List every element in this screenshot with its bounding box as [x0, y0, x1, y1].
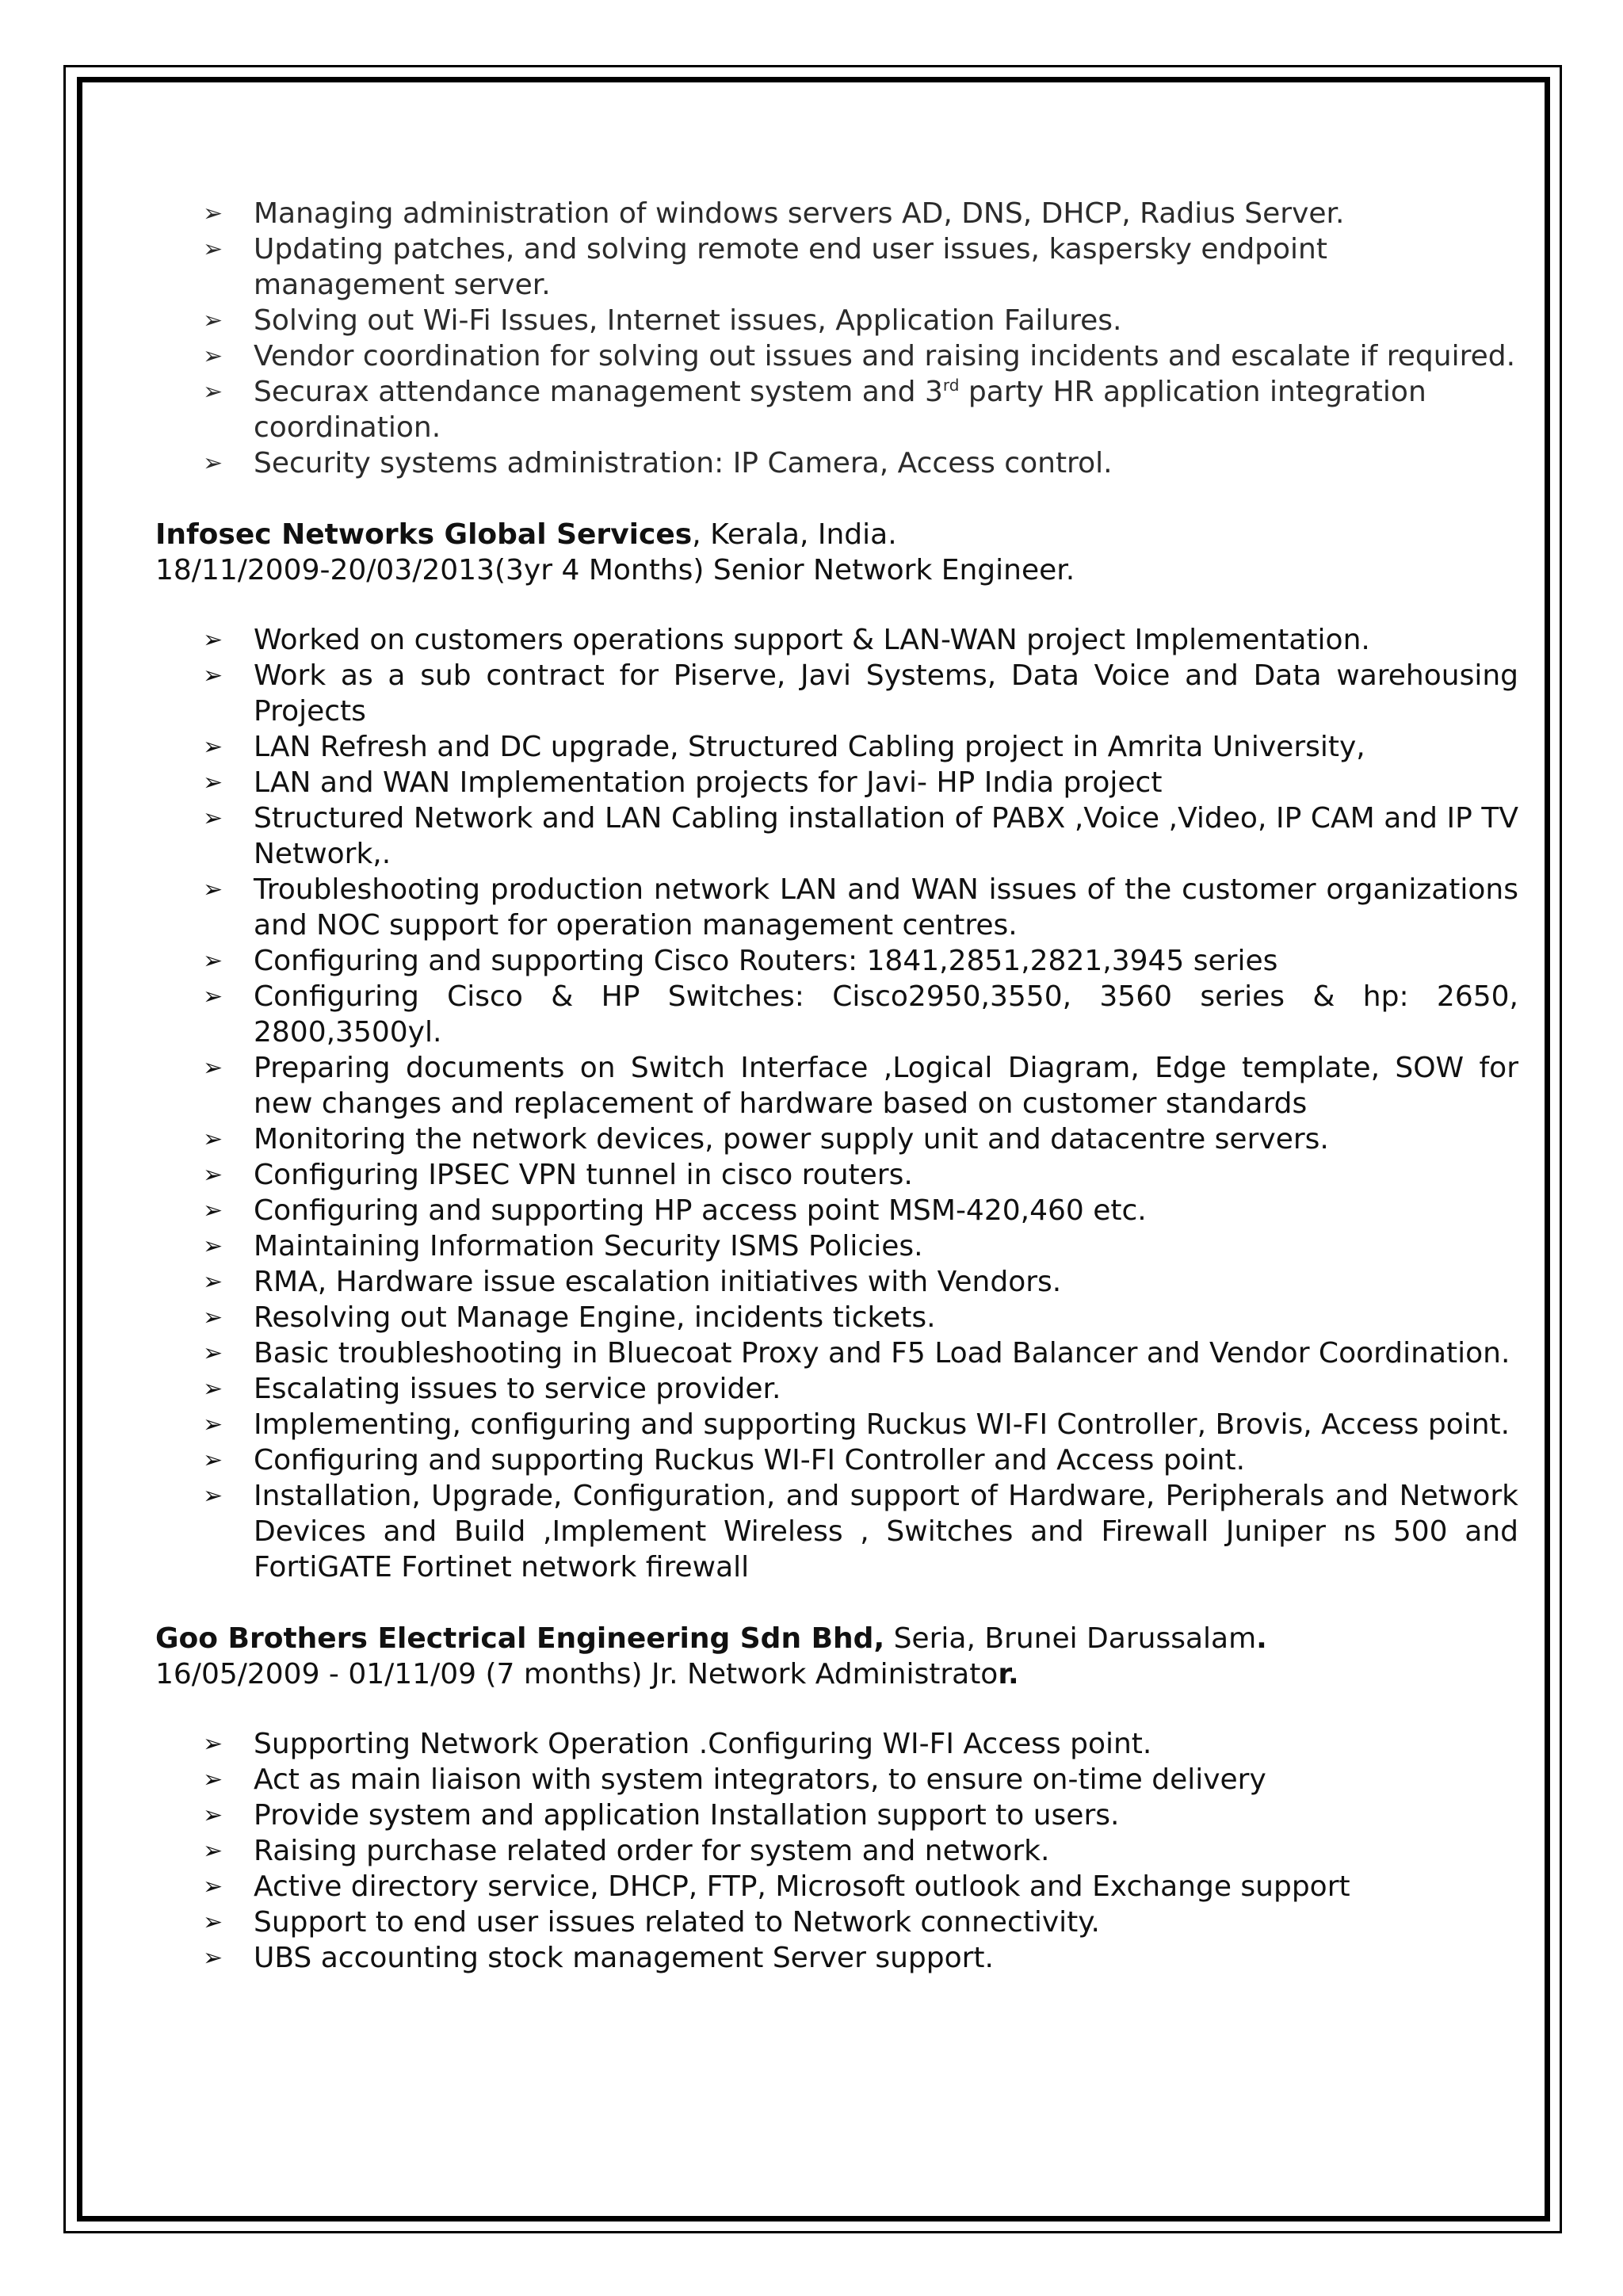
- arrow-bullet-icon: ➢: [203, 378, 223, 406]
- list-item: ➢ UBS accounting stock management Server support.: [203, 1942, 994, 1974]
- arrow-bullet-icon: ➢: [203, 1161, 223, 1189]
- arrow-bullet-icon: ➢: [203, 1873, 223, 1901]
- list-item: ➢ Resolving out Manage Engine, incidents tickets.: [203, 1301, 936, 1334]
- list-item: ➢ Solving out Wi-Fi Issues, Internet issues, Application Failures.: [203, 304, 1122, 337]
- arrow-bullet-icon: ➢: [203, 1446, 223, 1474]
- arrow-bullet-icon: ➢: [203, 1482, 223, 1510]
- arrow-bullet-icon: ➢: [203, 200, 223, 227]
- arrow-bullet-icon: ➢: [203, 1197, 223, 1224]
- duties-list-section1: [155, 196, 1518, 481]
- list-item: ➢ Act as main liaison with system integrators, to ensure on-time delivery: [203, 1763, 1266, 1796]
- arrow-bullet-icon: ➢: [203, 1304, 223, 1331]
- list-item: ➢ Structured Network and LAN Cabling installation of PABX ,Voice ,Video, IP CAM and IP TV Network,.: [203, 802, 1518, 870]
- resume-content: [155, 196, 1518, 1976]
- list-item: ➢ LAN and WAN Implementation projects for Javi- HP India project: [203, 766, 1163, 799]
- list-item: ➢ Installation, Upgrade, Configuration, and support of Hardware, Peripherals and Network Devices and Build ,Implement Wireless , Switches and Firewall Juniper ns 500 and FortiGATE Fortinet network firewall: [203, 1480, 1518, 1584]
- arrow-bullet-icon: ➢: [203, 1411, 223, 1438]
- arrow-bullet-icon: ➢: [203, 307, 223, 334]
- list-item: ➢ Security systems administration: IP Camera, Access control.: [203, 447, 1113, 479]
- arrow-bullet-icon: ➢: [203, 342, 223, 370]
- duties-list-goo: [155, 1726, 1518, 1976]
- arrow-bullet-icon: ➢: [203, 1944, 223, 1972]
- arrow-bullet-icon: ➢: [203, 876, 223, 904]
- list-item: ➢ Configuring and supporting Ruckus WI-FI Controller and Access point.: [203, 1444, 1246, 1477]
- list-item: ➢ Configuring Cisco & HP Switches: Cisco2950,3550, 3560 series & hp: 2650, 2800,3500yl.: [203, 980, 1518, 1049]
- list-item: ➢ Work as a sub contract for Piserve, Javi Systems, Data Voice and Data warehousing Projects: [203, 659, 1518, 728]
- list-item: ➢ Support to end user issues related to Network connectivity.: [203, 1906, 1100, 1939]
- company-name: Goo Brothers Electrical Engineering Sdn Bhd,: [155, 1622, 885, 1655]
- list-item: ➢ Active directory service, DHCP, FTP, Microsoft outlook and Exchange support: [203, 1870, 1350, 1903]
- arrow-bullet-icon: ➢: [203, 1375, 223, 1403]
- arrow-bullet-icon: ➢: [203, 626, 223, 654]
- arrow-bullet-icon: ➢: [203, 1730, 223, 1758]
- arrow-bullet-icon: ➢: [203, 769, 223, 797]
- job-dates-role: 18/11/2009-20/03/2013(3yr 4 Months) Senior Network Engineer.: [155, 554, 1075, 586]
- arrow-bullet-icon: ➢: [203, 804, 223, 832]
- list-item: ➢ Raising purchase related order for system and network.: [203, 1835, 1050, 1867]
- arrow-bullet-icon: ➢: [203, 1908, 223, 1936]
- list-item: ➢ Configuring IPSEC VPN tunnel in cisco routers.: [203, 1159, 913, 1191]
- list-item: ➢ Maintaining Information Security ISMS Policies.: [203, 1230, 923, 1263]
- company-heading-infosec: [155, 517, 1518, 552]
- arrow-bullet-icon: ➢: [203, 983, 223, 1010]
- list-item: ➢ Basic troubleshooting in Bluecoat Proxy and F5 Load Balancer and Vendor Coordination.: [203, 1337, 1510, 1370]
- list-item: [155, 374, 1518, 445]
- list-item: ➢ Escalating issues to service provider.: [203, 1373, 781, 1405]
- list-item: ➢ Worked on customers operations support & LAN-WAN project Implementation.: [203, 624, 1370, 656]
- arrow-bullet-icon: ➢: [203, 1268, 223, 1296]
- list-item: ➢ Preparing documents on Switch Interface ,Logical Diagram, Edge template, SOW for new changes and replacement of hardware based on customer standards: [203, 1052, 1518, 1120]
- arrow-bullet-icon: ➢: [203, 733, 223, 761]
- list-item: ➢ RMA, Hardware issue escalation initiatives with Vendors.: [203, 1266, 1062, 1298]
- list-item: ➢ Updating patches, and solving remote end user issues, kaspersky endpoint management server.: [203, 233, 1327, 301]
- list-item: ➢ Troubleshooting production network LAN and WAN issues of the customer organizations and NOC support for operation management centres.: [203, 873, 1518, 942]
- list-item: ➢ Configuring and supporting HP access point MSM-420,460 etc.: [203, 1194, 1147, 1227]
- company-name: Infosec Networks Global Services: [155, 518, 693, 551]
- list-item: ➢ LAN Refresh and DC upgrade, Structured Cabling project in Amrita University,: [203, 731, 1365, 763]
- arrow-bullet-icon: ➢: [203, 1232, 223, 1260]
- arrow-bullet-icon: ➢: [203, 235, 223, 263]
- arrow-bullet-icon: ➢: [203, 1125, 223, 1153]
- list-item: ➢ Configuring and supporting Cisco Routers: 1841,2851,2821,3945 series: [203, 945, 1278, 977]
- list-item: ➢ Monitoring the network devices, power supply unit and datacentre servers.: [203, 1123, 1329, 1156]
- arrow-bullet-icon: ➢: [203, 1054, 223, 1082]
- job-dates-role: 16/05/2009 - 01/11/09 (7 months) Jr. Network Administrator.: [155, 1658, 1019, 1690]
- arrow-bullet-icon: ➢: [203, 1339, 223, 1367]
- arrow-bullet-icon: ➢: [203, 662, 223, 690]
- company-location: , Kerala, India.: [692, 518, 897, 551]
- arrow-bullet-icon: ➢: [203, 1801, 223, 1829]
- company-heading-goo: Goo Brothers Electrical Engineering Sdn Bhd, Seria, Brunei Darussalam.: [155, 1622, 1267, 1655]
- list-item: ➢ Vendor coordination for solving out issues and raising incidents and escalate if required.: [203, 340, 1516, 372]
- list-item: ➢ Supporting Network Operation .Configuring WI-FI Access point.: [203, 1728, 1152, 1760]
- securax-item-text: Securax attendance management system and 3rd party HR application integration coordination.: [254, 376, 1426, 444]
- arrow-bullet-icon: ➢: [203, 1766, 223, 1794]
- company-location: Seria, Brunei Darussalam: [884, 1622, 1257, 1655]
- list-item: ➢ Implementing, configuring and supporting Ruckus WI-FI Controller, Brovis, Access point.: [203, 1408, 1510, 1441]
- duties-list-infosec: [155, 622, 1518, 1585]
- arrow-bullet-icon: ➢: [203, 449, 223, 477]
- arrow-bullet-icon: ➢: [203, 1837, 223, 1865]
- list-item: ➢ Provide system and application Installation support to users.: [203, 1799, 1120, 1832]
- arrow-bullet-icon: ➢: [203, 947, 223, 975]
- list-item: ➢ Managing administration of windows servers AD, DNS, DHCP, Radius Server.: [203, 197, 1345, 230]
